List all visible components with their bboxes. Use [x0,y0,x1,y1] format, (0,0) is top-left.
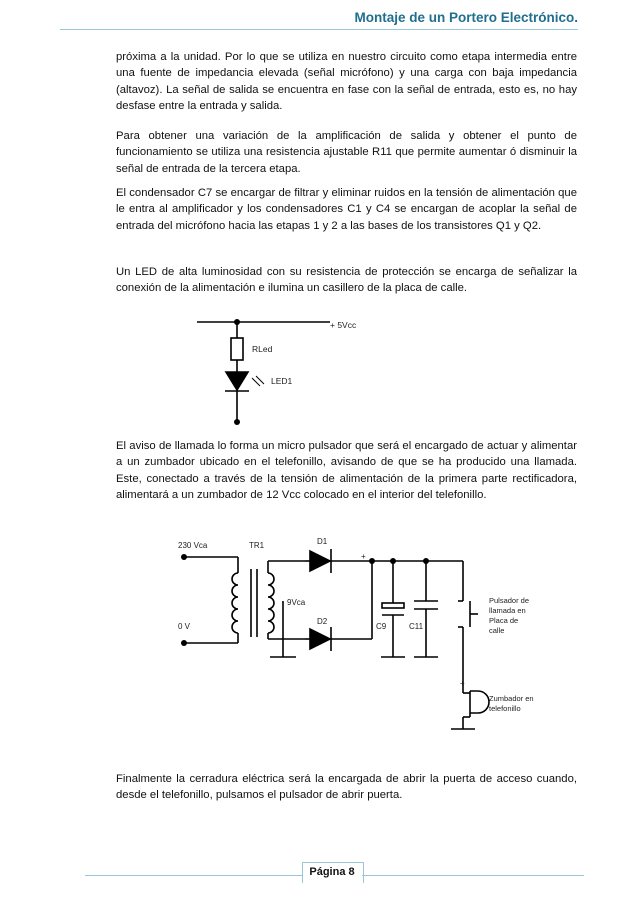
paragraph-4: Un LED de alta luminosidad con su resistencia de protección se encarga de señalizar la conexión de la alimentación e ilumina un casillero de la placa de calle. [116,266,577,295]
led-circuit-diagram [0,312,638,427]
transformer-tr1-label: TR1 [249,541,265,550]
paragraph-5: El aviso de llamada lo forma un micro pulsador que será el encargado de actuar y alimentar a un zumbador ubicado en el telefonillo, avisando de que se ha producido una llamada. Este, conectado a través de la tensión de alimentación de la primera parte rectificadora, alimentará a un zumbador de 12 Vcc colocado en el interior del telefonillo. [116,440,577,502]
diode-d2-label: D2 [317,617,328,626]
diode-d1-label: D1 [317,537,328,546]
paragraph-6: Finalmente la cerradura eléctrica será la encargada de abrir la puerta de acceso cuando, desde el telefonillo, pulsamos el pulsador de abrir puerta. [116,773,577,802]
header-divider [60,29,578,30]
vcc-label: + 5Vcc [330,320,357,330]
paragraph-2: Para obtener una variación de la amplificación de salida y obtener el punto de funcionamiento se utiliza una resistencia ajustable R11 que permite aumentar ó disminuir la señal de entrada de la tercera etapa. [116,130,577,175]
resistor-rled-label: RLed [252,344,273,354]
positive-rail-label: + [361,552,366,561]
capacitor-c9-label: C9 [376,622,387,631]
paragraph-1: próxima a la unidad. Por lo que se utiliza en nuestro circuito como etapa intermedia entre una fuente de impedancia elevada (señal micrófono) y una carga con baja impedancia (altavoz). La señal de salida se encuentra en fase con la señal de entrada, esto es, no hay desfase entre la entrada y salida. [116,51,577,113]
capacitor-c11-label: C11 [409,622,424,631]
pushbutton-label: Pulsador de llamada en Placa de calle [489,596,530,635]
paragraph-3: El condensador C7 se encargar de filtrar y eliminar ruidos en la tensión de alimentación que le entra al amplificador y los condensadores C1 y C4 se encargan de acoplar la señal de entrada del micrófono hacia las etapas 1 y 2 a las bases de los transistores Q1 y Q2. [116,187,577,232]
zero-volt-label: 0 V [178,622,191,631]
page-number: Página 8 [309,866,355,878]
buzzer-plus-label: + [460,679,465,688]
input-voltage-label: 230 Vca [178,541,208,550]
footer-divider-right [362,875,584,876]
buzzer-label: Zumbador en telefonillo [489,694,534,713]
document-header-title: Montaje de un Portero Electrónico. [354,10,578,25]
led1-label: LED1 [271,376,293,386]
secondary-voltage-label: 9Vca [287,598,306,607]
footer-divider-left [85,875,302,876]
rectifier-buzzer-circuit-diagram [0,533,638,733]
